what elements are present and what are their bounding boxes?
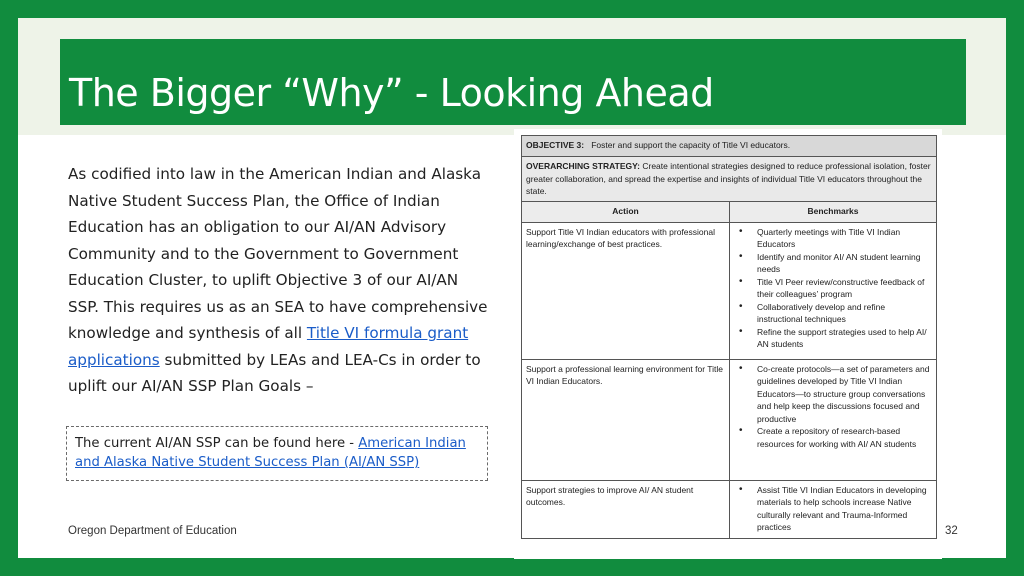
objective-cell [522, 136, 937, 157]
table-row [522, 480, 937, 538]
benchmarks-cell [730, 222, 937, 359]
ssp-note-box [66, 426, 488, 481]
strategy-row [522, 157, 937, 202]
body-text-after-link: submitted by LEAs and LEA-Cs in order to uplift our AI/AN SSP Plan Goals – [68, 350, 481, 395]
objective-table [521, 135, 937, 539]
benchmark-item: • Co-create protocols—a set of parameters and guidelines developed by Title VI Indian Educators—to structure group conversations and help keep the discussions focused and productive [734, 363, 932, 426]
benchmark-list [734, 363, 932, 451]
strategy-cell [522, 157, 937, 202]
title-vi-applications-link[interactable]: Title VI formula grant applications [68, 324, 469, 369]
action-cell: Support strategies to improve AI/ AN student outcomes. [522, 480, 730, 538]
ssp-plan-link[interactable]: American Indian and Alaska Native Student Success Plan (AI/AN SSP) [75, 436, 466, 470]
benchmark-list [734, 226, 932, 351]
objective-table-image [514, 129, 942, 559]
benchmark-list [734, 484, 932, 534]
body-paragraph [68, 161, 488, 400]
note-prefix: The current AI/AN SSP can be found here - [75, 436, 359, 451]
strategy-label: OVERARCHING STRATEGY: [526, 161, 640, 171]
benchmarks-cell [730, 480, 937, 538]
table-row [522, 359, 937, 480]
title-bar [60, 39, 966, 125]
action-cell: Support Title VI Indian educators with professional learning/exchange of best practices. [522, 222, 730, 359]
benchmark-item: • Create a repository of research-based resources for working with AI/ AN students [734, 425, 932, 450]
body-text-before-link: As codified into law in the American Indian and Alaska Native Student Success Plan, the Office of Indian Education has an obligation to our AI/AN Advisory Community and to the Government to Government Education Cluster, to uplift Objective 3 of our AI/AN SSP. This requires us as an SEA to have comprehensive knowledge and synthesis of all [68, 165, 488, 342]
table-row [522, 222, 937, 359]
footer-org: Oregon Department of Education [68, 525, 237, 537]
action-cell: Support a professional learning environment for Title VI Indian Educators. [522, 359, 730, 480]
objective-row [522, 136, 937, 157]
slide-title: The Bigger “Why” - Looking Ahead [69, 71, 714, 115]
benchmark-item: • Title VI Peer review/constructive feedback of their colleagues’ program [734, 276, 932, 301]
benchmark-item: • Assist Title VI Indian Educators in developing materials to help schools increase Native culturally relevant and Trauma-Informed practices [734, 484, 932, 534]
column-header-action: Action [522, 201, 730, 222]
table-header-row [522, 201, 937, 222]
benchmark-item: • Identify and monitor AI/ AN student learning needs [734, 251, 932, 276]
strategy-text: Create intentional strategies designed to reduce professional isolation, foster greater collaboration, and spread the expertise and insights of individual Title VI educators throughout the state. [526, 161, 931, 196]
page-number: 32 [945, 525, 958, 537]
objective-text: Foster and support the capacity of Title VI educators. [591, 140, 791, 150]
objective-label: OBJECTIVE 3: [526, 140, 585, 150]
benchmark-item: • Refine the support strategies used to help AI/ AN students [734, 326, 932, 351]
slide [18, 18, 1006, 558]
column-header-benchmarks: Benchmarks [730, 201, 937, 222]
benchmarks-cell [730, 359, 937, 480]
benchmark-item: • Collaboratively develop and refine instructional techniques [734, 301, 932, 326]
benchmark-item: • Quarterly meetings with Title VI Indian Educators [734, 226, 932, 251]
